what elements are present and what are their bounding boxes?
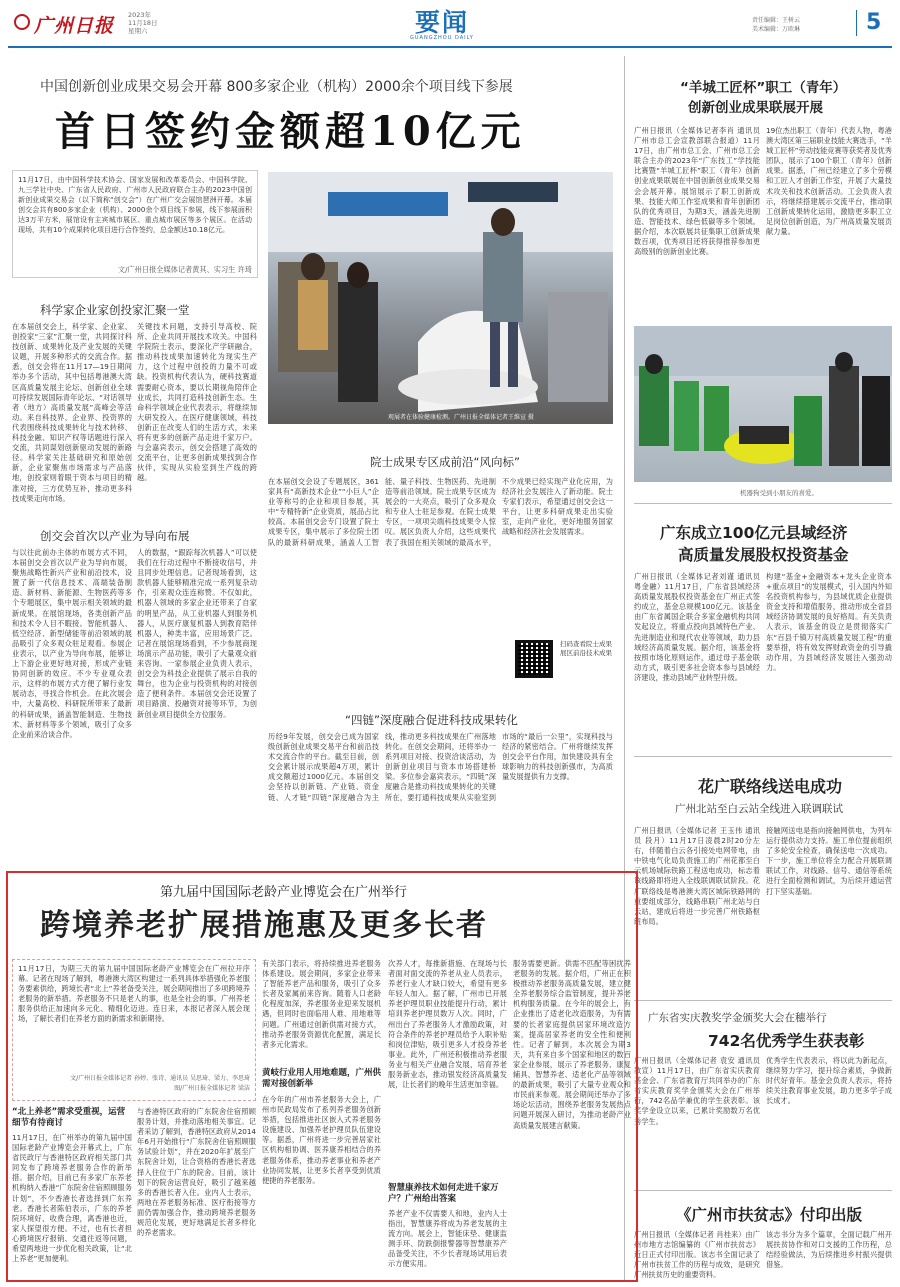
feature-kicker: 第九届中国国际老龄产业博览会在广州举行: [160, 885, 408, 900]
sub4-text: 历经9年发展，创交会已成为国家级创新创业成果交易平台和前沿技术交流合作的平台。截至目前，创交会累计展示成果超4万项，累计成交额超过1000亿元。本届创交会坚持以创新链、产业链、资金链、人才链“四链”深度融合为主线，推动更多科技成果在广州落地转化。在创交会期间，还将举办一系列项目对接、投资洽谈活动，为创新创业项目与资本市场搭建桥梁。多位参会嘉宾表示，“四链”深度融合是推动科技成果转化的关键所在，要打通科技成果从实验室到市场的“最后一公里”，实现科技与经济的紧密结合。广州将继续发挥创交会平台作用，加快建设具有全球影响力的科技创新强市，为高质量发展提供有力支撑。: [268, 732, 613, 802]
right-low-headline: 花广联络线送电成功: [698, 777, 843, 796]
section-rule: [634, 756, 892, 757]
feature-sub2-text: 有关部门表示，将持续推进养老服务体系建设。展会期间，多家企业带来了智能养老产品和服务，吸引了众多长者及家属前来咨询。随着人口老龄化程度加深，养老服务业迎来发展机遇，但同时也面临用人难、用地难等问题。广州通过创新供需对接方式，推动养老服务资源优化配置，满足长者多元化需求。: [262, 959, 381, 1049]
feature-lead-text: 11月17日，为期三天的第九届中国国际老龄产业博览会在广州拉开序幕。记者在现场了解到，粤港澳大湾区构建过一系列具体举措强化养老服务要素供给，跨境长者“北上”养老备受关注，展会期间推出了多项跨境养老服务的新举措。养老服务不只是老人的事，也是全社会的事。广州养老服务供给正加速向多元化、精细化迈进。连日来，本报记者深入展会现场，了解长者们在养老方面的新需求和新期待。: [18, 964, 250, 1024]
right-bottom2-text: 广州日报讯（全媒体记者 肖桂来）由广州市地方志馆编纂的《广州市扶贫志》近日正式付印出版。该志书全面记录了广州市扶贫工作的历程与成效，是研究广州扶贫历史的重要资料。: [634, 1230, 760, 1280]
sub4-heading: “四链”深度融合促进科技成果转化: [345, 713, 518, 727]
photo-caption: 观展者在体验健康检测。广州日报全媒体记者王维宣 摄: [388, 414, 534, 421]
robot-dog-scene: [634, 326, 892, 482]
page-divider: [856, 10, 857, 36]
feature-byline: 文/广州日报全媒体记者 孙婷、张诗、通讯员 吴思琦、梁力、李思琦: [70, 1075, 250, 1082]
page-number: 5: [866, 10, 882, 35]
main-kicker: 中国创新创业成果交易会开幕 800多家企业（机构）2000余个项目线下参展: [40, 79, 513, 95]
section-subtitle: GUANGZHOU DAILY: [410, 35, 474, 41]
right-top-headline: 创新创业成果联展开展: [688, 100, 823, 116]
health-check-scene: [268, 172, 613, 424]
robot-dog-caption: 机器狗受到小朋友的喜爱。: [740, 489, 818, 497]
robot-dog-photo: [634, 326, 892, 482]
feature-sub4-heading: 智慧康养技术如何走进千家万户？广州给出答案: [388, 1183, 499, 1204]
right-mid-text: 广州日报讯（全媒体记者刘谨 通讯员 粤金融）11月17日，广东省县域经济高质量发展股权投资基金在广州正式签约成立，基金总规模100亿元。该基金由广东省属国企联合多家金融机构共同发起设立，将重点投向县域特色产业、先进制造业和现代农业等领域，助力县域经济高质量发展。据介绍，该基金将按照市场化原则运作，通过母子基金联动方式，吸引更多社会资本参与县域经济建设，推动县域产业转型升级。: [634, 572, 760, 682]
section-rule: [634, 1190, 892, 1191]
right-top-text: 广州日报讯（全媒体记者李肖 通讯员 广州市总工会宣教部联合报道）11月17日，由广州市总工会、广州市总工会联合主办的2023年“广东技工”学技能比赛暨“羊城工匠杯”职工（青年）创新创业成果联展在中国创新创业成果交易会会展开幕。展馆展示了职工创新成果、技能大师工作室成果和青年创新团队的优秀项目，为期3天，涵盖先进制造、智能技术、绿色低碳等多个领域。据介绍，本次联展共征集职工创新成果数百项，优秀项目还将获得推荐参加更高级别的创新创业比赛。: [634, 126, 760, 257]
right-bottom1-text: 广州日报讯（全媒体记者 袁安 通讯员 教宣）11月17日，由广东省实庆教育基金会、广东省教育厅共同举办的广东省实庆教育奖学金颁奖大会在广州举行，742名品学兼优的学生获表彰。该奖学金设立以来，已累计奖励数万名优秀学生。: [634, 1056, 760, 1126]
editor-credit-2: 美术编辑：万欧琳: [752, 26, 801, 33]
right-low-subhead: 广州北站至白云站全线进入联调联试: [675, 803, 843, 815]
sub1-text: 在本届创交会上，科学家、企业家、创投家“三家”汇聚一堂，共同探讨科技创新、成果转化及产业发展的关键议题，开展多种形式的交流合作。据悉，创交会将在11月17—19日期间举办多个活动，其中包括粤港澳大湾区高质量发展主论坛、创新创业全球可持续发展国际青年论坛、“对话领导者（地方）高质量发展”高峰会等活动。来自科技界、企业界、投资界的代表围绕科技成果转化与技术转移、科技金融、知识产权等话题进行深入交流，共同谋划创新驱动发展的新路径。科学家关注基础研究和原始创新，企业家聚焦市场需求与产品落地，创投家则着眼于资本与项目的精准对接，三方优势互补，推动更多科技成果走向市场。: [12, 322, 132, 503]
issue-date: 2023年: [128, 11, 152, 19]
qr-code[interactable]: [515, 640, 553, 678]
section-rule: [634, 503, 892, 504]
main-headline: 首日签约金额超10亿元: [55, 108, 526, 155]
right-bottom2-text-2: 该志书分为多个篇章，全面记载广州开展扶贫协作和对口支援的工作历程，总结经验做法，为后续推进乡村振兴提供借鉴。: [766, 1230, 892, 1270]
main-photo: [268, 172, 613, 424]
feature-byline-2: 图/广州日报全媒体记者 梁洁: [174, 1085, 250, 1092]
feature-sub1-text: 11月17日，在广州举办的第九届中国国际老龄产业博览会开幕式上，广东省民政厅与香港特区政府相关部门共同发布了跨境养老服务合作的新举措。据介绍，目前已有多家广东养老机构纳入香港“广东院舍住宿照顾服务计划”，不少香港长者选择到广东养老。香港长者陈伯表示，广东的养老院环境好、收费合理，离香港也近，家人探望很方便。不过，也有长者担心跨境医疗报销、交通往返等问题，希望两地进一步优化相关政策，让“北上养老”更加便利。: [12, 1133, 132, 1264]
masthead-rule: [8, 46, 892, 48]
right-low-text-2: 接触网送电是指向接触网供电，为列车运行提供动力支持。施工单位提前组织了多轮安全检查，确保送电一次成功。下一步，施工单位将全力配合开展联调联试工作，对线路、信号、通信等系统进行全面检测和调试，为后续开通运营打下坚实基础。: [766, 826, 892, 896]
feature-lead-box: [12, 959, 256, 1101]
sub1-heading: 科学家企业家创投家汇聚一堂: [40, 303, 190, 317]
feature-headline: 跨境养老扩展措施惠及更多长者: [40, 908, 488, 943]
right-mid-headline-1: 广东成立100亿元县域经济: [660, 524, 848, 542]
feature-sub2-heading: 黄岐行业用人用地难题，广州供需对接创新举: [262, 1068, 382, 1089]
right-top-kicker: “羊城工匠杯”职工（青年）: [680, 80, 847, 96]
right-top-text-2: 19位杰出职工（青年）代表人物，粤港澳大湾区第三届职业技能大赛选手，“羊城工匠杯”劳动技能竞赛等获奖者及优秀团队，展示了100个职工（青年）创新成果。据悉，广州已经建立了多个劳模和工匠人才创新工作室，开展了大量技术攻关和技术创新活动。工会负责人表示，将继续搭建展示交流平台，推动职工创新成果转化运用，激励更多职工立足岗位创新创造，为广州高质量发展贡献力量。: [766, 126, 892, 236]
issue-weekday: 星期六: [128, 27, 148, 35]
lead-box: [12, 170, 258, 278]
lead-text: 11月17日，由中国科学技术协会、国家发展和改革委员会、中国科学院、九三学社中央、广东省人民政府、广州市人民政府联合主办的2023中国创新创业成果交易会（以下简称“创交会”）在广州广交会展馆琶洲开幕。本届创交会共有800多家企业（机构）、2000余个项目线下参展，线下参展面积达3万平方米，展馆设有主宾城市展区、重点城市展区等多个展区。在活动现场，共有10个成果转化项目进行合作签约，总金额达10.18亿元。: [18, 176, 252, 234]
right-bottom2-headline: 《广州市扶贫志》付印出版: [676, 1206, 863, 1224]
feature-sub2-text-b: 在今年的广州市养老服务大会上，广州市民政局发布了系列养老服务创新举措，包括推进社区嵌入式养老服务设施建设、加强养老护理员队伍建设等。据悉，广州将进一步完善居家社区机构相协调、医养康养相结合的养老服务体系，推动养老事业和养老产业协同发展，让更多长者享受到优质便捷的养老服务。: [262, 1095, 381, 1185]
masthead: [0, 0, 900, 44]
sub3-heading: 院士成果专区成前沿“风向标”: [370, 455, 520, 469]
sub2-heading: 创交会首次以产业为导向布展: [40, 529, 190, 543]
right-mid-text-2: 构建“基金+金融资本+龙头企业资本+重点项目”的发展模式，引入国内外知名投资机构参与，为县域优质企业提供资金支持和增值服务，推动形成全省县域经济协调发展的良好格局。有关负责人表示，该基金的设立是贯彻落实广东“百县千镇万村高质量发展工程”的重要举措，将有效发挥财政资金的引导撬动作用，为县域经济发展注入强劲动力。: [766, 572, 892, 672]
right-bottom1-text-2: 优秀学生代表表示，将以此为新起点，继续努力学习，提升综合素质，争做新时代好青年。基金会负责人表示，将持续关注教育事业发展，助力更多学子成长成才。: [766, 1056, 892, 1106]
newspaper-logo-text: 广州日报: [34, 15, 115, 37]
feature-sub4-text: 养老产业不仅需要人和地，业内人士指出，智慧康养将成为养老发展的主流方向。展会上，智能床垫、健康监测手环、防跌倒报警器等智慧康养产品备受关注，不少长者现场试用后表示方便实用。: [388, 1209, 507, 1269]
section-title: 要闻: [415, 8, 470, 37]
right-bottom1-headline: 742名优秀学生获表彰: [708, 1032, 865, 1050]
sub3-text: 在本届创交会设了专题展区，361家具有“高新技术企业”“小巨人”企业等称号的企业和项目参展，其中“专精特新”企业资质，展品占比较高。本届创交会专门设置了院士成果专区，集中展示了多位院士团队的最新科研成果，涵盖人工智能、量子科技、生物医药、先进制造等前沿领域。院士成果专区成为展会的一大亮点，吸引了众多观众和专业人士驻足参观。在院士成果专区，一项项尖端科技成果令人惊叹。展区负责人介绍，这些成果代表了我国在相关领域的最高水平，不少成果已经实现产业化应用，为经济社会发展注入了新动能。院士专家们表示，希望通过创交会这一平台，让更多科研成果走出实验室，走向产业化，更好地服务国家战略和经济社会发展需求。: [268, 477, 613, 547]
feature-sub5-text: 服务需要更新。供需不匹配等困扰养老服务的发展。据介绍，广州正在积极推动养老服务高质量发展，建立健全养老服务综合监管制度，提升养老机构服务质量。在今年的展会上，有企业推出了适老化改造服务，为有需要的长者家庭提供居家环境改造方案，提高居家养老的安全性和便利性。记者了解到，本次展会为期3天，共有来自多个国家和地区的数百家企业参展，展示了养老服务、康复辅具、智慧养老、适老化产品等领域的最新成果，吸引了大量专业观众和市民前来参观。展会期间还举办了多场论坛活动，围绕养老服务发展热点问题开展深入研讨，为推动老龄产业高质量发展建言献策。: [513, 959, 631, 1130]
lead-byline: 文/广州日报全媒体记者黄其、实习生 许琦: [117, 265, 252, 274]
right-low-text: 广州日报讯（全媒体记者 王玉伟 通讯员 段月）11月17日凌晨2时20分左右，伴随着白云各引接处电网带电，由中铁电气化局负责施工的广州花都至白云机场城际铁路工程送电成功，标志着该线路即将进入全线联调联试阶段。花广联络线是粤港澳大湾区城际铁路网的重要组成部分，线路串联广州北站与白云站，建成后将进一步完善广州铁路枢纽布局。: [634, 826, 760, 926]
right-mid-headline-2: 高质量发展股权投资基金: [678, 546, 849, 564]
right-bottom1-kicker: 广东省实庆教奖学金颁奖大会在穗举行: [648, 1012, 827, 1024]
sub2-text-b: 人的数据，“跟踪每次机器人”可以使我们在行动过程中不断接收信号，并且同步处理信息。记者现场看到，这款机器人能够精准完成一系列复杂动作，引来观众连连称赞。不仅如此，机器人领域的多家企业还带来了自家的明星产品，从工业机器人到服务机器人，从医疗康复机器人到教育陪伴机器人，种类丰富，应用场景广泛。记者在展馆现场看到，不少参展商现场演示产品功能，吸引了大量观众前来咨询。一家参展企业负责人表示，创交会为科技企业提供了展示自我的舞台，也为企业与投资机构的对接创造了便利条件。本届创交会还设置了项目路演、投融资对接等环节，为创新创业项目提供全方位服务。: [137, 548, 257, 719]
feature-sub1-text-b: 与香港特区政府的广东院舍住宿照顾服务计划，并推动落地相关事宜。记者采访了解到，香港特区政府从2014年6月开始推行“广东院舍住宿照顾服务试验计划”，并在2020年扩展至广东院舍计划，让合资格的香港长者选择入住位于广东的院舍。目前，该计划下的院舍运营良好，吸引了越来越多的香港长者入住。业内人士表示，两地在养老服务标准、医疗衔接等方面仍需加强合作，推动跨境养老服务规范化发展，更好地满足长者多样化的养老需求。: [137, 1107, 256, 1238]
newspaper-logo: [14, 14, 30, 30]
feature-sub3-text: 次养人才，每推新措施、在现场与长者面对面交流的养老从业人员表示，养老行业人才缺口较大，希望有更多年轻人加入。据了解，广州市已开展养老护理员职业技能提升行动，累计培训养老护理员数万人次。同时，广州出台了养老服务人才激励政策，对符合条件的养老护理员给予入职补贴和岗位津贴，吸引更多人才投身养老事业。此外，广州还积极推动养老服务业与相关产业融合发展，培育养老服务新业态，推动银发经济高质量发展，让长者们的晚年生活更加幸福。: [388, 959, 507, 1090]
feature-sub1-heading: “北上养老”需求受重视，运营细节有待商讨: [12, 1107, 126, 1128]
sub2-text: 与以往此前办主体的布展方式不同，本届创交会首次以产业为导向布展，聚焦战略性新兴产业和前沿技术，设置了新一代信息技术、高端装备制造、新材料、新能源、生物医药等多个专题展区，集中展示相关领域的最新成果。在展馆现场，各类创新产品和技术令人目不暇接。智能机器人、低空经济、新型储能等前沿领域的展品吸引了众多观众驻足观看。参展企业表示，以产业为导向布展，能够让上下游企业更好地对接，形成产业链协同创新的效应。不少专业观众表示，这样的布展方式方便了解行业发展动态，寻找合作机会。在此次展会中，大量高校、科研院所带来了最新的科研成果，涵盖智能制造、生物技术、新材料等多个领域，吸引了众多企业前来洽谈合作。: [12, 548, 132, 739]
issue-date-2: 11月18日: [128, 19, 158, 27]
sub1-text-b: 关键技术问题，支持引导高校、院所、企业共同开展技术攻关。中国科学院院士表示，要深化产学研融合，推动科技成果加速转化为现实生产力，这个过程中创投的力量不可或缺。投资机构代表认为，硬科技赛道需要耐心资本，要以长期视角陪伴企业成长，共同打造科技创新生态。生命科学领域企业代表表示，将继续加大研发投入。在医疗健康领域，科技创新正在改变人们的生活方式，未来将有更多的创新产品走进千家万户。与会嘉宾表示，创交会搭建了高效的交流平台，让更多创新成果找到合作伙伴，实现从实验室到生产线的跨越。: [137, 322, 257, 483]
section-rule: [634, 1000, 892, 1001]
editor-credit-1: 责任编辑：王树云: [752, 17, 801, 24]
qr-caption: 扫码查看院士成果展区前沿技术成果: [560, 640, 612, 657]
